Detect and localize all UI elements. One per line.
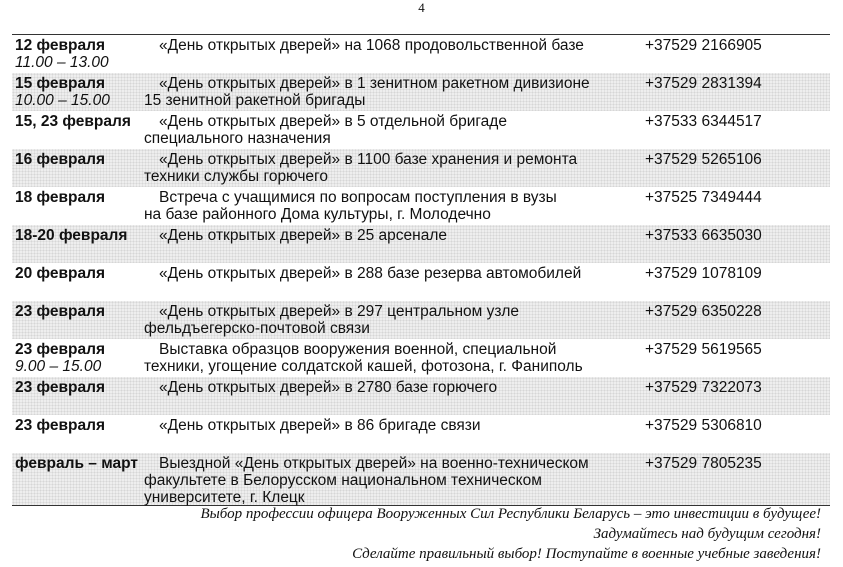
event-description — [140, 227, 640, 244]
event-description-line: «День открытых дверей» в 1 зенитном ракетном дивизионе — [159, 75, 590, 92]
event-row — [12, 415, 830, 453]
event-phone: +37525 7349444 — [645, 189, 762, 206]
event-phone: +37529 6350228 — [645, 303, 762, 320]
event-description — [140, 455, 640, 506]
event-description-line: Встреча с учащимися по вопросам поступления в вузы — [159, 189, 557, 206]
event-date-cell — [12, 379, 140, 396]
event-phone: +37529 7322073 — [645, 379, 762, 396]
event-description-line: «День открытых дверей» на 1068 продовольственной базе — [159, 37, 584, 54]
event-description — [140, 417, 640, 434]
event-date: 18 февраля — [15, 189, 106, 206]
event-phone: +37533 6344517 — [645, 113, 762, 130]
event-description-line: «День открытых дверей» в 86 бригаде связи — [159, 417, 481, 434]
event-date: 23 февраля — [15, 341, 106, 358]
page-number: 4 — [418, 0, 425, 15]
slogan-line: Задумайтесь над будущим сегодня! — [593, 526, 821, 542]
event-date: 12 февраля — [15, 37, 106, 54]
event-description-line: Выездной «День открытых дверей» на военно-техническом — [159, 455, 589, 472]
event-phone: +37529 5306810 — [645, 417, 762, 434]
event-description — [140, 75, 640, 109]
event-date: 16 февраля — [15, 151, 106, 168]
event-description-line: «День открытых дверей» в 25 арсенале — [159, 227, 447, 244]
event-row — [12, 301, 830, 339]
event-description-line: фельдъегерско-почтовой связи — [144, 320, 370, 337]
event-description-line: на базе районного Дома культуры, г. Молодечно — [144, 206, 491, 223]
event-phone: +37529 2166905 — [645, 37, 762, 54]
event-description — [140, 341, 640, 375]
event-description — [140, 265, 640, 282]
event-description-line: Выставка образцов вооружения военной, специальной — [159, 341, 557, 358]
event-date-cell — [12, 189, 140, 206]
event-phone: +37529 5619565 — [645, 341, 762, 358]
event-date-cell — [12, 151, 140, 168]
event-date-cell — [12, 455, 140, 472]
event-date-cell — [12, 417, 140, 434]
event-row — [12, 377, 830, 415]
event-date: 23 февраля — [15, 379, 106, 396]
event-date: 20 февраля — [15, 265, 106, 282]
event-description-line: «День открытых дверей» в 1100 базе хранения и ремонта — [159, 151, 578, 168]
event-date-cell — [12, 37, 140, 71]
event-description-line: университете, г. Клецк — [144, 489, 305, 506]
event-date: февраль – март — [15, 455, 138, 472]
footer-slogans — [200, 504, 821, 564]
event-description-line: специального назначения — [144, 130, 331, 147]
event-description-line: «День открытых дверей» в 2780 базе горючего — [159, 379, 498, 396]
event-row — [12, 187, 830, 225]
event-date-cell — [12, 113, 140, 130]
event-date-cell — [12, 265, 140, 282]
event-time: 10.00 – 15.00 — [15, 92, 110, 109]
event-date-cell — [12, 75, 140, 109]
event-date: 15 февраля — [15, 75, 106, 92]
event-phone: +37529 1078109 — [645, 265, 762, 282]
event-description — [140, 151, 640, 185]
event-time: 9.00 – 15.00 — [15, 358, 102, 375]
event-phone: +37533 6635030 — [645, 227, 762, 244]
event-row — [12, 35, 830, 73]
event-time: 11.00 – 13.00 — [15, 54, 109, 71]
event-date: 18-20 февраля — [15, 227, 128, 244]
event-date-cell — [12, 227, 140, 244]
event-description-line: 15 зенитной ракетной бригады — [144, 92, 366, 109]
event-description-line: техники службы горючего — [144, 168, 328, 185]
event-date: 15, 23 февраля — [15, 113, 131, 130]
event-description — [140, 37, 640, 54]
event-date-cell — [12, 341, 140, 375]
event-description — [140, 379, 640, 396]
event-description-line: «День открытых дверей» в 288 базе резерва автомобилей — [159, 265, 582, 282]
event-date: 23 февраля — [15, 417, 106, 434]
event-phone: +37529 7805235 — [645, 455, 762, 472]
event-phone: +37529 2831394 — [645, 75, 762, 92]
event-description — [140, 113, 640, 147]
event-row — [12, 111, 830, 149]
slogan-line: Выбор профессии офицера Вооруженных Сил Республики Беларусь – это инвестиции в будущее! — [200, 506, 821, 522]
slogan-line: Сделайте правильный выбор! Поступайте в военные учебные заведения! — [352, 546, 821, 562]
event-row — [12, 225, 830, 263]
event-row — [12, 339, 830, 377]
event-description-line: «День открытых дверей» в 5 отдельной бригаде — [159, 113, 507, 130]
event-description — [140, 303, 640, 337]
event-row — [12, 263, 830, 301]
event-phone: +37529 5265106 — [645, 151, 762, 168]
event-description-line: факультете в Белорусском национальном техническом — [144, 472, 542, 489]
event-row — [12, 453, 830, 505]
event-date-cell — [12, 303, 140, 320]
event-description-line: «День открытых дверей» в 297 центральном узле — [159, 303, 519, 320]
event-date: 23 февраля — [15, 303, 106, 320]
event-row — [12, 149, 830, 187]
event-description — [140, 189, 640, 223]
events-table — [12, 34, 830, 506]
event-description-line: техники, угощение солдатской кашей, фотозона, г. Фаниполь — [144, 358, 583, 375]
event-row — [12, 73, 830, 111]
